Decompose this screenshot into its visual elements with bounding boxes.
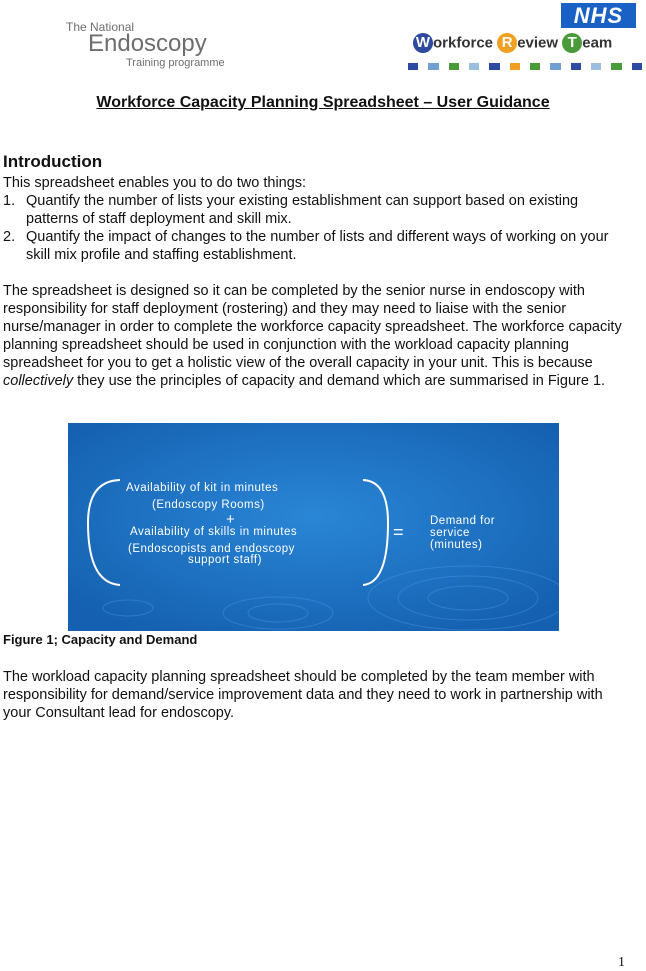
kit-availability-line2: (Endoscopy Rooms)	[152, 499, 265, 511]
list-item	[3, 228, 633, 264]
paragraph-text: The spreadsheet is designed so it can be completed by the senior nurse in endoscopy with responsibility for staff deployment (rostering) and they may need to liaise with the senior nurse/manager in order to complete the workforce capacity spreadsheet. The workforce capacity planning spreadsheet should be used in conjunction with the workload capacity planning spreadsheet for you to get a holistic view of the overall capacity in your unit. This is because	[3, 283, 622, 371]
list-item-number: 1.	[3, 193, 16, 209]
wrt-t-circle: T	[562, 33, 582, 53]
workforce-review-team-logo	[413, 33, 643, 55]
kit-availability-line1: Availability of kit in minutes	[126, 482, 279, 494]
national-endoscopy-logo	[66, 20, 241, 70]
equals-sign: =	[393, 522, 405, 542]
list-item	[3, 192, 633, 228]
logo-line-2: Endoscopy	[88, 30, 207, 57]
wrt-eam: eam	[582, 34, 613, 52]
paragraph-text-end: they use the principles of capacity and demand which are summarised in Figure 1.	[73, 373, 606, 389]
introduction-lead: This spreadsheet enables you to do two things:	[3, 175, 307, 191]
figure-caption: Figure 1; Capacity and Demand	[3, 632, 198, 647]
skills-availability-line1: Availability of skills in minutes	[130, 526, 298, 538]
capacity-demand-figure	[68, 423, 559, 631]
logo-color-stripes	[408, 63, 642, 70]
skills-availability-line3: support staff)	[188, 554, 262, 566]
paragraph-emphasis: collectively	[3, 373, 74, 389]
demand-line2: service	[430, 527, 470, 539]
logo-line-3: Training programme	[126, 57, 225, 69]
wrt-orkforce: orkforce	[433, 34, 494, 52]
document-title: Workforce Capacity Planning Spreadsheet – User Guidance	[96, 94, 550, 111]
introduction-heading: Introduction	[3, 152, 103, 171]
demand-line3: (minutes)	[430, 539, 483, 551]
logo-line-1: The National	[66, 20, 135, 34]
wrt-w-circle: W	[413, 33, 433, 53]
demand-line1: Demand for	[430, 515, 496, 527]
list-item-number: 2.	[3, 229, 16, 245]
page-number: 1	[618, 955, 625, 970]
nhs-logo: NHS	[561, 3, 636, 28]
list-item-text: Quantify the impact of changes to the number of lists and different ways of working on your skill mix profile and staffing establishment.	[26, 229, 609, 263]
list-item-text: Quantify the number of lists your existing establishment can support based on existing patterns of staff deployment and skill mix.	[26, 193, 579, 227]
wrt-eview: eview	[517, 34, 559, 52]
plus-sign: +	[226, 511, 236, 528]
wrt-r-circle: R	[497, 33, 517, 53]
closing-paragraph: The workload capacity planning spreadsheet should be completed by the team member with responsibility for demand/service improvement data and they need to work in partnership with your Consultant lead for endoscopy.	[3, 669, 603, 721]
intro-paragraph	[3, 282, 633, 390]
skills-availability-line2: (Endoscopists and endoscopy	[128, 543, 295, 555]
